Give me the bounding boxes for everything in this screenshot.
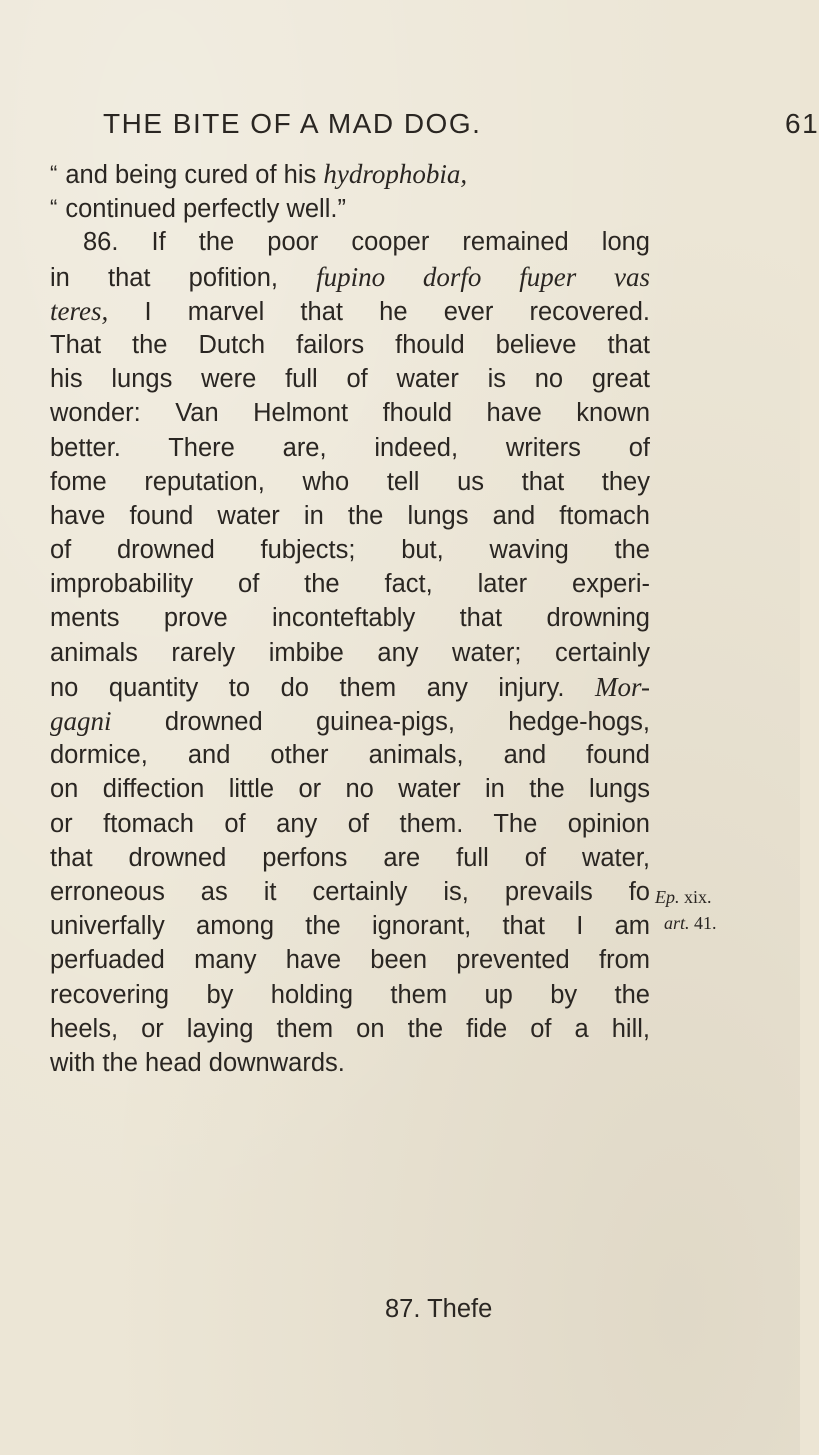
text-line: of drowned fubjects; but, waving the (50, 536, 650, 565)
text-line: ments prove inconteftably that drowning (50, 604, 650, 633)
text-line: animals rarely imbibe any water; certainly (50, 638, 650, 667)
body-text (50, 157, 650, 1080)
marginal-note (655, 884, 717, 936)
text-line: dormice, and other animals, and found (50, 741, 650, 770)
text-line: with the head downwards. (50, 1048, 345, 1077)
text-line: univerfally among the ignorant, that I am (50, 912, 650, 941)
text-line: no quantity to do them any injury. Mor- (50, 671, 650, 702)
italic-term: hydrophobia, (323, 159, 468, 189)
text-line: that drowned perfons are full of water, (50, 843, 650, 872)
text-line: in that pofition, fupino dorfo fuper vas (50, 261, 650, 292)
text-line: recovering by holding them up by the (50, 980, 650, 1009)
italic-name: Mor- (595, 671, 650, 702)
italic-name: gagni (50, 706, 112, 736)
page-number: 61 (785, 108, 819, 139)
italic-word: teres, (50, 295, 109, 326)
marginal-num: 41. (694, 913, 717, 933)
text-line: “ and being cured of his hydrophobia, (50, 159, 468, 189)
text-line: That the Dutch failors fhould believe that (50, 330, 650, 359)
text-line: his lungs were full of water is no great (50, 365, 650, 394)
text-line: perfuaded many have been prevented from (50, 946, 650, 975)
page-header (103, 108, 819, 148)
italic-phrase: fupino dorfo fuper vas (316, 261, 650, 292)
catchword: 87. Thefe (385, 1295, 493, 1323)
text-line: or ftomach of any of them. The opinion (50, 809, 650, 838)
text-line: heels, or laying them on the fide of a hill, (50, 1014, 650, 1043)
paragraph-start: 86. If the poor cooper remained long (83, 228, 650, 257)
text-line: improbability of the fact, later experi- (50, 570, 650, 599)
text-line: fome reputation, who tell us that they (50, 467, 650, 496)
marginal-ep: Ep. (655, 887, 680, 907)
marginal-xix: xix. (684, 887, 712, 907)
text-line: gagni drowned guinea-pigs, hedge-hogs, (50, 706, 650, 736)
quote-mark: “ (50, 195, 58, 221)
quote-mark: “ (50, 161, 58, 186)
text-line: erroneous as it certainly is, prevails fo (50, 877, 650, 906)
text-line: wonder: Van Helmont fhould have known (50, 399, 650, 428)
text-line: on diffection little or no water in the lungs (50, 775, 650, 804)
text-line: have found water in the lungs and ftomach (50, 501, 650, 530)
marginal-art: art. (664, 913, 690, 933)
running-head: THE BITE OF A MAD DOG. (103, 108, 482, 139)
text-line: better. There are, indeed, writers of (50, 433, 650, 462)
text-line: “ continued perfectly well.” (50, 195, 346, 224)
text-line: teres, I marvel that he ever recovered. (50, 295, 650, 326)
